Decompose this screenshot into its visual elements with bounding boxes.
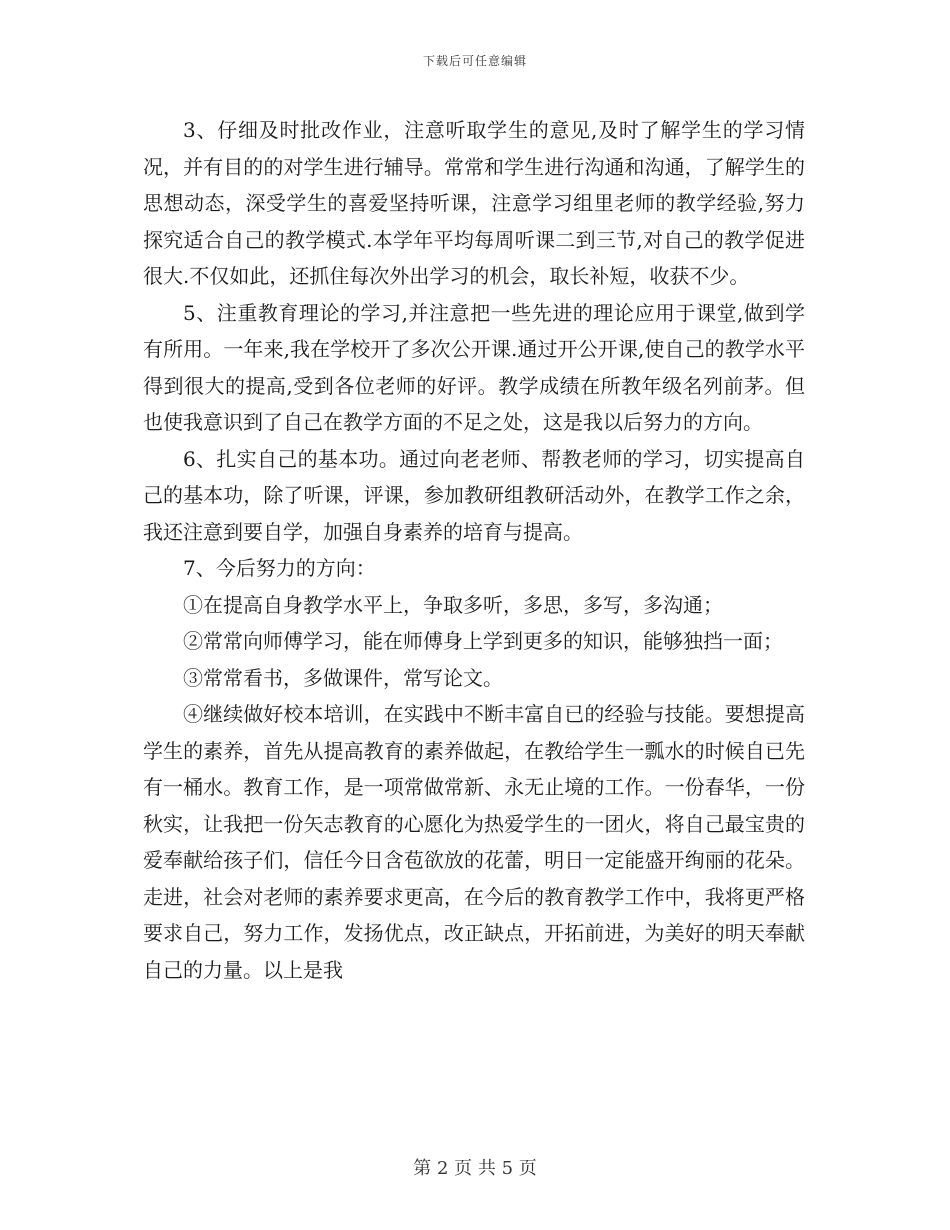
list-item-2: ②常常向师傅学习，能在师傅身上学到更多的知识，能够独挡一面； [183,629,783,653]
paragraph-item-5: 5、注重教育理论的学习,并注意把一些先进的理论应用于课堂,做到学有所用。一年来,我在学校开了多次公开课.通过开公开课,使自己的教学水平得到很大的提高,受到各位老师的好评。教学成绩在所教年级名列前茅。但也使我意识到了自己在教学方面的不足之处，这是我以后努力的方向。 [143,300,805,434]
page-header: 下载后可任意编辑 [422,54,527,68]
list-item-3: ③常常看书，多做课件，常写论文。 [183,665,503,690]
document-body [143,112,805,988]
paragraph-item-7: 7、今后努力的方向： [183,556,376,580]
paragraph-item-3: 3、仔细及时批改作业，注意听取学生的意见,及时了解学生的学习情况，并有目的的对学生进行辅导。常常和学生进行沟通和沟通，了解学生的思想动态，深受学生的喜爱坚持听课，注意学习组里老师的教学经验,努力探究适合自己的教学模式.本学年平均每周听课二到三节,对自己的教学促进很大.不仅如此，还抓住每次外出学习的机会，取长补短，收获不少。 [143,118,805,288]
list-item-4: ④继续做好校本培训，在实践中不断丰富自已的经验与技能。要想提高学生的素养，首先从提高教育的素养做起，在教给学生一瓢水的时候自已先有一桶水。教育工作，是一项常做常新、永无止境的工作。一份春华，一份秋实，让我把一份矢志教育的心愿化为热爱学生的一团火，将自己最宝贵的爱奉献给孩子们，信任今日含苞欲放的花蕾，明日一定能盛开绚丽的花朵。走进，社会对老师的素养要求更高，在今后的教育教学工作中，我将更严格要求自己，努力工作，发扬优点，改正缺点，开拓前进，为美好的明天奉献自己的力量。以上是我 [143,702,805,982]
page-number: 第 2 页 共 5 页 [413,1158,537,1179]
list-item-1: ①在提高自身教学水平上，争取多听，多思，多写，多沟通； [183,592,723,617]
paragraph-item-6: 6、扎实自己的基本功。通过向老老师、帮教老师的学习，切实提高自己的基本功，除了听课，评课，参加教研组教研活动外，在教学工作之余，我还注意到要自学，加强自身素养的培育与提高。 [143,446,805,544]
